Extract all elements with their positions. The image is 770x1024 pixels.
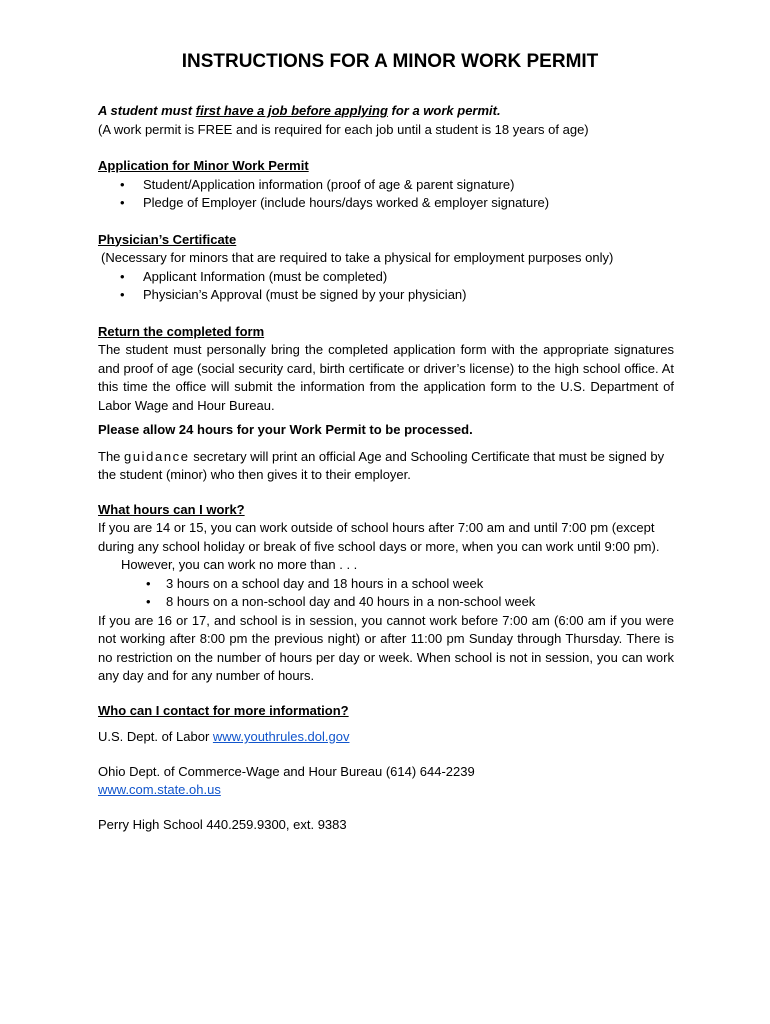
hours-however: However, you can work no more than . . .	[121, 557, 358, 572]
list-item: • Pledge of Employer (include hours/days worked & employer signature)	[98, 194, 674, 213]
list-item: • 3 hours on a school day and 18 hours in a school week	[98, 575, 674, 594]
list-item: • Applicant Information (must be completed)	[98, 268, 674, 287]
hours-paragraph-2: If you are 16 or 17, and school is in session, you cannot work before 7:00 am (6:00 am if you were not working after 8:00 pm the previous night) or after 11:00 pm Sunday through Thursday. There is no restriction on the number of hours per day or week. When school is not in session, you can work any day and for any number of hours.	[98, 612, 674, 683]
hours-paragraph-1: If you are 14 or 15, you can work outside of school hours after 7:00 am and until 7:00 pm (except during any school holiday or break of five school days or more, when you can work until 9:00 pm).	[98, 520, 660, 554]
guidance-paragraph	[98, 448, 674, 485]
physician-list	[98, 268, 674, 305]
processing-note: Please allow 24 hours for your Work Permit to be processed.	[98, 422, 473, 437]
list-item: • Physician’s Approval (must be signed by your physician)	[98, 286, 674, 305]
ohio-link[interactable]: www.com.state.oh.us	[98, 782, 221, 797]
guidance-pre: The	[98, 448, 125, 464]
intro-note: (A work permit is FREE and is required for each job until a student is 18 years of age)	[98, 121, 589, 137]
contact-labor	[98, 728, 674, 747]
application-list	[98, 176, 674, 213]
list-item: • 8 hours on a non-school day and 40 hours in a non-school week	[98, 593, 674, 612]
contact-ohio-link-line	[98, 781, 674, 800]
page-title: INSTRUCTIONS FOR A MINOR WORK PERMIT	[181, 51, 599, 72]
contact-school: Perry High School 440.259.9300, ext. 9383	[98, 816, 347, 832]
intro-part2: for a work permit.	[387, 103, 501, 118]
return-heading: Return the completed form	[98, 323, 265, 339]
intro-line	[98, 102, 674, 121]
list-item: • Student/Application information (proof of age & parent signature)	[98, 176, 674, 195]
return-body: The student must personally bring the completed application form with the appropriate signatures and proof of age (social security card, birth certificate or driver’s license) to the high school office. At this time the office will submit the information from the application form to the U.S. Department of Labor Wage and Hour Bureau.	[98, 342, 674, 413]
hours-heading: What hours can I work?	[98, 501, 245, 517]
intro-underlined: first have a job before applying	[195, 103, 388, 118]
application-heading: Application for Minor Work Permit	[98, 158, 309, 173]
physician-heading: Physician’s Certificate	[98, 231, 237, 247]
guidance-word: guidance	[124, 448, 190, 464]
physician-note: (Necessary for minors that are required to take a physical for employment purposes only)	[101, 250, 614, 265]
contact-ohio: Ohio Dept. of Commerce-Wage and Hour Bureau (614) 644-2239	[98, 763, 475, 779]
labor-label: U.S. Dept. of Labor	[98, 729, 213, 744]
intro-part1: A student must	[98, 103, 196, 118]
labor-link[interactable]: www.youthrules.dol.gov	[212, 729, 350, 744]
guidance-post: secretary will print an official Age and Schooling Certificate that must be signed by the student (minor) who then gives it to their employer.	[98, 448, 665, 482]
hours-list	[98, 575, 674, 612]
document-content	[98, 102, 674, 834]
contact-heading: Who can I contact for more information?	[98, 702, 349, 718]
